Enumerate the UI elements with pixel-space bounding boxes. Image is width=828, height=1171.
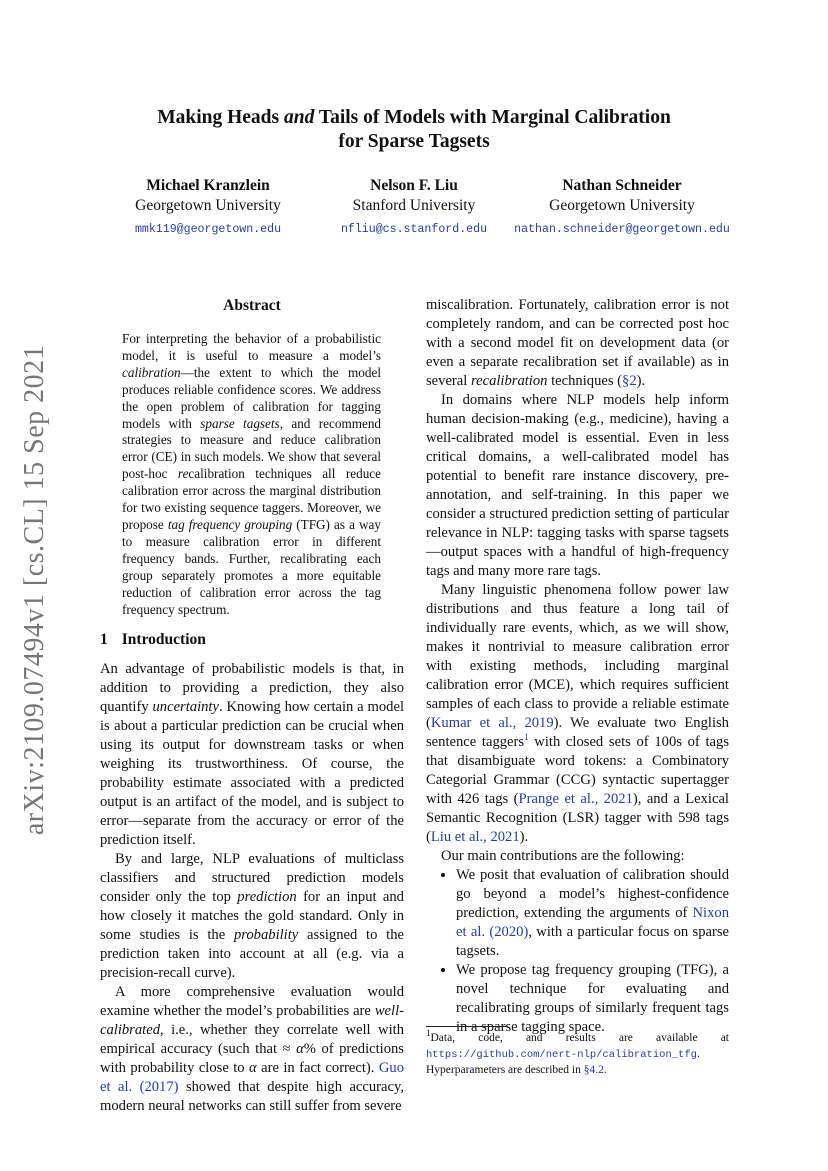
footnote-rule [426, 1026, 508, 1027]
section-ref-link[interactable]: §4.2 [583, 1064, 604, 1076]
paragraph: A more comprehensive evaluation would examine whether the model’s probabilities are well-calibrated, i.e., whether they correlate well with empirical accuracy (such that ≈ α% of predictions with probability close to α are in fact correct). Guo et al. (2017) showed that despite high accuracy, modern neural networks can still suffer from severe [100, 984, 404, 1114]
footnote: $^1$Data, code, and results are available at https://github.com/nert-nlp/calibration_tfg. Hyperparameters are described in §4.2. [426, 1028, 729, 1076]
author-affiliation: Georgetown University [549, 197, 695, 214]
abstract-heading: Abstract [223, 297, 281, 314]
author-name: Nathan Schneider [562, 177, 682, 194]
paper-title: Making Heads and Tails of Models with Marginal Calibration for Sparse Tagsets [157, 107, 671, 152]
paragraph: Many linguistic phenomena follow power law distributions and thus feature a long tail of individually rare events, which, as we will show, makes it nontrivial to measure calibration error with existing methods, including marginal calibration error (MCE), which requires sufficient samples of each class to provide a reliable estimate (Kumar et al., 2019). We evaluate two English sentence taggers$^1$ with closed sets of 100s of tags that disambiguate word tokens: a Combinatory Categorial Grammar (CCG) syntactic supertagger with 426 tags (Prange et al., 2021), and a Lexical Semantic Recognition (LSR) tagger with 598 tags (Liu et al., 2021). [426, 582, 729, 845]
paragraph: An advantage of probabilistic models is that, in addition to providing a prediction, they also quantify uncertainty. Knowing how certain a model is about a particular prediction can be crucial when using its output for downstream tasks or when weighing its trustworthiness. Of course, the probability estimate associated with a predicted output is an artifact of the model, and is subject to error—separate from the accuracy or error of the prediction itself. [100, 661, 404, 848]
author-email[interactable]: nathan.schneider@georgetown.edu [514, 223, 730, 236]
arxiv-identifier [15, 330, 55, 850]
code-url-link[interactable]: https://github.com/nert-nlp/calibration_tfg [426, 1048, 697, 1061]
citation-link[interactable]: Nixon et al. (2020) [456, 905, 729, 940]
right-column-body [426, 296, 729, 1037]
section-heading: 1 Introduction [100, 631, 206, 648]
footnote-marker[interactable]: 1 [524, 732, 529, 743]
paragraph: miscalibration. Fortunately, calibration error is not completely random, and can be corrected post hoc with a second model fit on development data (or even a separate recalibration set if available) as in several recalibration techniques (§2). [426, 297, 729, 389]
author-block [324, 176, 504, 240]
paragraph: Our main contributions are the following: [441, 848, 685, 864]
section-ref-link[interactable]: §2 [622, 373, 637, 389]
author-email[interactable]: mmk119@georgetown.edu [134, 223, 282, 236]
paragraph: In domains where NLP models help inform human decision-making (e.g., medicine), having a well-calibrated model is essential. Even in less critical domains, a well-calibrated model has potential to benefit rare instance discovery, pre-annotation, and self-training. In this paper we consider a structured prediction setting of particular relevance in NLP: tagging tasks with sparse tagsets—output spaces with a handful of high-frequency tags and many more rare tags. [426, 392, 729, 579]
list-item: • We posit that evaluation of calibration should go beyond a model’s highest-confidence prediction, extending the arguments of Nixon et al. (2020), with a particular focus on sparse tagsets. [456, 866, 729, 961]
author-affiliation: Georgetown University [135, 197, 281, 214]
citation-link[interactable]: Kumar et al., 2019 [430, 715, 554, 731]
left-column-body [100, 660, 404, 1116]
author-block [118, 176, 298, 240]
list-item: • We propose tag frequency grouping (TFG), a novel technique for evaluating and recalibrating groups of similarly frequent tags in a sparse tagging space. [456, 961, 729, 1037]
author-email[interactable]: nfliu@cs.stanford.edu [340, 223, 488, 236]
arxiv-identifier-text: arXiv:2109.07494v1 [cs.CL] 15 Sep 2021 [19, 344, 50, 836]
citation-link[interactable]: Prange et al., 2021 [518, 791, 633, 807]
author-name: Michael Kranzlein [146, 177, 270, 194]
contribution-list [426, 866, 729, 1037]
abstract-text: For interpreting the behavior of a probabilistic model, it is useful to measure a model’s calibration—the extent to which the model produces reliable confidence scores. We address the open problem of calibration for tagging models with sparse tagsets, and recommend strategies to measure and reduce calibration error (CE) in such models. We show that several post-hoc recalibration techniques all reduce calibration error across the marginal distribution for two existing sequence taggers. Moreover, we propose tag frequency grouping (TFG) as a way to measure calibration error in different frequency bands. Further, recalibrating each group separately promotes a more equitable reduction of calibration error across the tag frequency spectrum. [122, 331, 382, 617]
citation-link[interactable]: Liu et al., 2021 [430, 829, 520, 845]
author-affiliation: Stanford University [352, 197, 476, 214]
paragraph: By and large, NLP evaluations of multiclass classifiers and structured prediction models consider only the top prediction for an input and how closely it matches the gold standard. Only in some studies is the probability assigned to the prediction taken into account at all (e.g. via a precision-recall curve). [100, 851, 404, 981]
author-block [502, 176, 742, 240]
author-name: Nelson F. Liu [370, 177, 458, 194]
citation-link[interactable]: Guo et al. (2017) [100, 1060, 404, 1095]
